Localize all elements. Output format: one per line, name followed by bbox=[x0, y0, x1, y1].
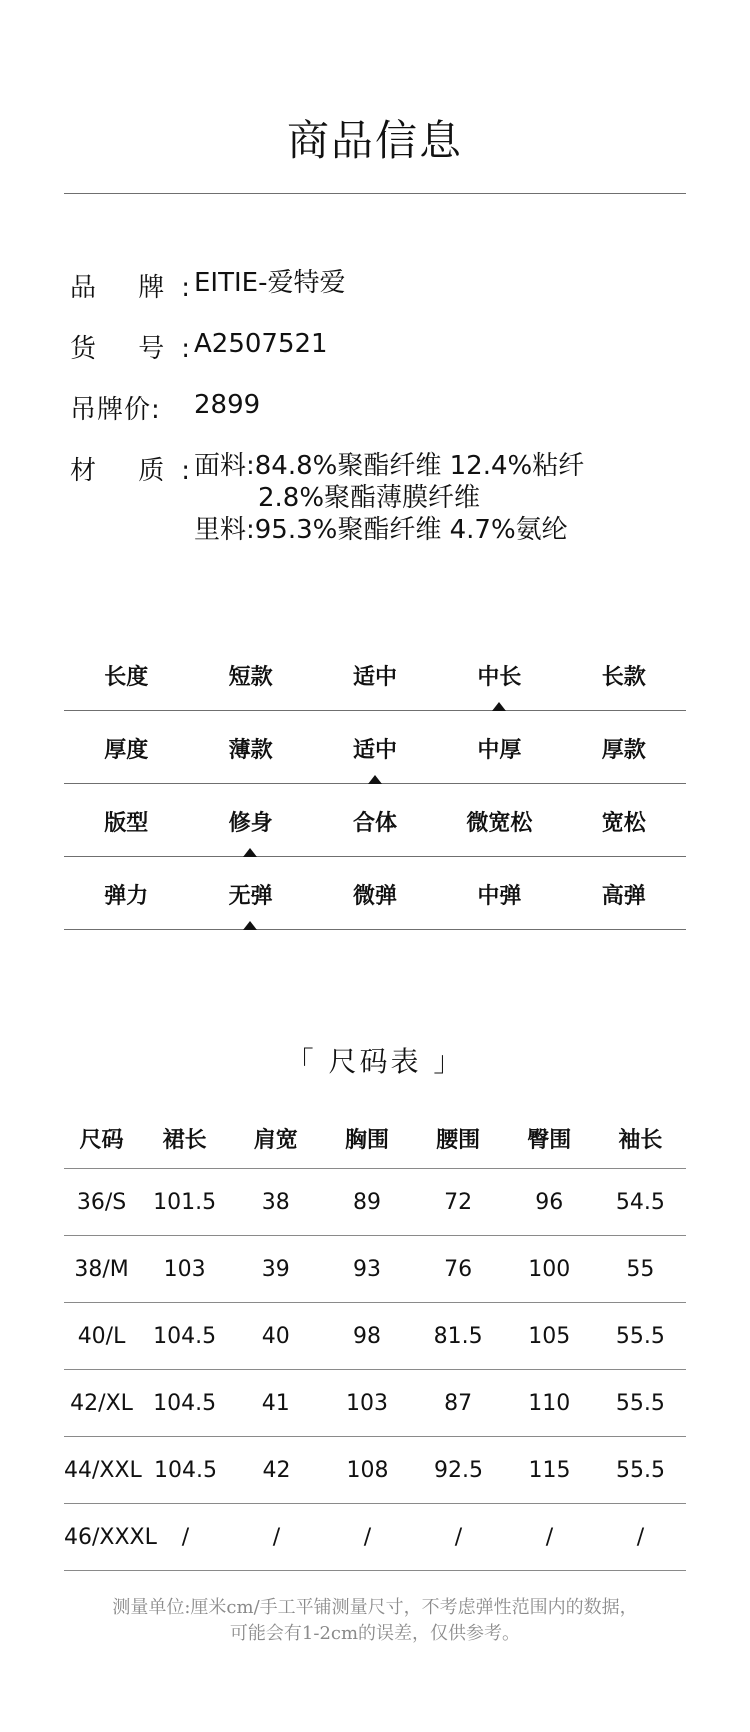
table-cell: 104.5 bbox=[153, 1390, 217, 1416]
attribute-row bbox=[64, 859, 686, 932]
attribute-option: 修身 bbox=[228, 810, 273, 836]
attribute-name: 长度 bbox=[104, 664, 149, 690]
attribute-option: 短款 bbox=[228, 664, 273, 690]
column-header: 胸围 bbox=[344, 1127, 389, 1153]
attribute-option: 无弹 bbox=[228, 883, 273, 909]
attribute-name: 厚度 bbox=[104, 737, 149, 763]
table-cell: 87 bbox=[444, 1390, 473, 1416]
table-cell: 55.5 bbox=[615, 1323, 665, 1349]
info-label: 吊牌价: bbox=[70, 395, 161, 425]
table-cell: 115 bbox=[528, 1457, 571, 1483]
table-cell: 40/L bbox=[77, 1323, 126, 1349]
attribute-option: 高弹 bbox=[601, 883, 646, 909]
info-label: 品 牌: bbox=[70, 273, 208, 303]
table-cell: 100 bbox=[528, 1256, 571, 1282]
attribute-name: 版型 bbox=[104, 810, 149, 836]
table-cell: 101.5 bbox=[153, 1189, 217, 1215]
material-line: 面料:84.8%聚酯纤维 12.4%粘纤 bbox=[194, 451, 585, 481]
column-header: 袖长 bbox=[618, 1127, 663, 1153]
attribute-option: 中弹 bbox=[477, 883, 522, 909]
attribute-option: 薄款 bbox=[228, 737, 273, 763]
table-cell: 55.5 bbox=[615, 1390, 665, 1416]
column-header: 腰围 bbox=[436, 1127, 481, 1153]
table-row bbox=[64, 1504, 686, 1571]
info-row-price bbox=[70, 389, 260, 426]
table-cell: 98 bbox=[352, 1323, 381, 1349]
table-cell: / bbox=[181, 1524, 190, 1550]
attribute-row bbox=[64, 640, 686, 713]
row-divider bbox=[64, 856, 686, 857]
attribute-option: 宽松 bbox=[601, 810, 646, 836]
table-cell: 103 bbox=[345, 1390, 388, 1416]
table-cell: 46/XXXL bbox=[64, 1524, 157, 1550]
table-row bbox=[64, 1370, 686, 1437]
column-header: 肩宽 bbox=[253, 1127, 298, 1153]
table-cell: 92.5 bbox=[434, 1457, 483, 1483]
selected-marker-icon bbox=[243, 921, 257, 930]
info-label: 货 号: bbox=[70, 334, 208, 364]
attribute-option: 微宽松 bbox=[466, 810, 533, 836]
table-cell: 104.5 bbox=[153, 1323, 217, 1349]
size-table bbox=[64, 1108, 686, 1571]
table-cell: 38/M bbox=[74, 1256, 129, 1282]
column-header: 裙长 bbox=[162, 1127, 207, 1153]
table-row bbox=[64, 1169, 686, 1236]
attribute-name: 弹力 bbox=[104, 883, 149, 909]
table-cell: / bbox=[545, 1524, 554, 1550]
table-cell: 96 bbox=[535, 1189, 564, 1215]
attribute-table bbox=[64, 640, 686, 932]
selected-marker-icon bbox=[368, 775, 382, 784]
note-line: 可能会有1-2cm的误差，仅供参考。 bbox=[229, 1623, 521, 1644]
table-cell: 108 bbox=[346, 1457, 389, 1483]
table-cell: 40 bbox=[261, 1323, 290, 1349]
material-line: 2.8%聚酯薄膜纤维 bbox=[258, 483, 481, 513]
attribute-option: 适中 bbox=[352, 737, 397, 763]
attribute-option: 厚款 bbox=[601, 737, 646, 763]
attribute-option: 适中 bbox=[352, 664, 397, 690]
attribute-row bbox=[64, 713, 686, 786]
attribute-option: 微弹 bbox=[352, 883, 397, 909]
table-cell: 55 bbox=[626, 1256, 655, 1282]
attribute-option: 合体 bbox=[352, 810, 397, 836]
info-value: EITIE-爱特爱 bbox=[194, 268, 346, 298]
table-cell: 103 bbox=[163, 1256, 206, 1282]
note-line: 测量单位:厘米cm/手工平铺测量尺寸，不考虑弹性范围内的数据， bbox=[112, 1597, 638, 1618]
size-table-header bbox=[64, 1108, 686, 1169]
column-header: 尺码 bbox=[79, 1127, 124, 1153]
table-cell: 104.5 bbox=[154, 1457, 217, 1483]
table-cell: / bbox=[272, 1524, 281, 1550]
table-row bbox=[64, 1303, 686, 1370]
table-cell: 42 bbox=[262, 1457, 291, 1483]
table-cell: / bbox=[454, 1524, 463, 1550]
table-cell: 39 bbox=[261, 1256, 290, 1282]
table-cell: 93 bbox=[352, 1256, 381, 1282]
attribute-option: 长款 bbox=[601, 664, 646, 690]
row-divider bbox=[64, 929, 686, 930]
info-row-material bbox=[70, 450, 584, 546]
table-cell: 41 bbox=[261, 1390, 290, 1416]
attribute-option: 中厚 bbox=[477, 737, 522, 763]
table-row bbox=[64, 1437, 686, 1504]
info-label: 材 质: bbox=[70, 456, 208, 486]
measurement-note bbox=[0, 1595, 750, 1647]
page-title: 商品信息 bbox=[286, 116, 463, 165]
table-cell: / bbox=[363, 1524, 372, 1550]
selected-marker-icon bbox=[492, 702, 506, 711]
table-cell: 42/XL bbox=[70, 1390, 133, 1416]
material-line: 里料:95.3%聚酯纤维 4.7%氨纶 bbox=[194, 515, 568, 545]
info-value: A2507521 bbox=[194, 329, 328, 359]
table-cell: 55.5 bbox=[616, 1457, 665, 1483]
table-cell: 81.5 bbox=[433, 1323, 483, 1349]
attribute-option: 中长 bbox=[477, 664, 522, 690]
selected-marker-icon bbox=[243, 848, 257, 857]
table-cell: 38 bbox=[261, 1189, 290, 1215]
column-header: 臀围 bbox=[527, 1127, 572, 1153]
table-cell: 44/XXL bbox=[64, 1457, 142, 1483]
table-cell: 76 bbox=[444, 1256, 473, 1282]
size-chart-title: 「 尺码表 」 bbox=[285, 1045, 465, 1078]
table-cell: 72 bbox=[444, 1189, 473, 1215]
table-cell: 36/S bbox=[76, 1189, 127, 1215]
info-value: 2899 bbox=[194, 390, 261, 420]
table-cell: / bbox=[636, 1524, 645, 1550]
table-cell: 54.5 bbox=[615, 1189, 665, 1215]
title-divider bbox=[64, 193, 686, 194]
attribute-row bbox=[64, 786, 686, 859]
row-divider bbox=[64, 710, 686, 711]
table-row bbox=[64, 1236, 686, 1303]
table-cell: 89 bbox=[352, 1189, 381, 1215]
info-row-brand bbox=[70, 267, 345, 304]
table-cell: 110 bbox=[528, 1390, 571, 1416]
info-row-sku bbox=[70, 328, 328, 365]
table-cell: 105 bbox=[528, 1323, 571, 1349]
